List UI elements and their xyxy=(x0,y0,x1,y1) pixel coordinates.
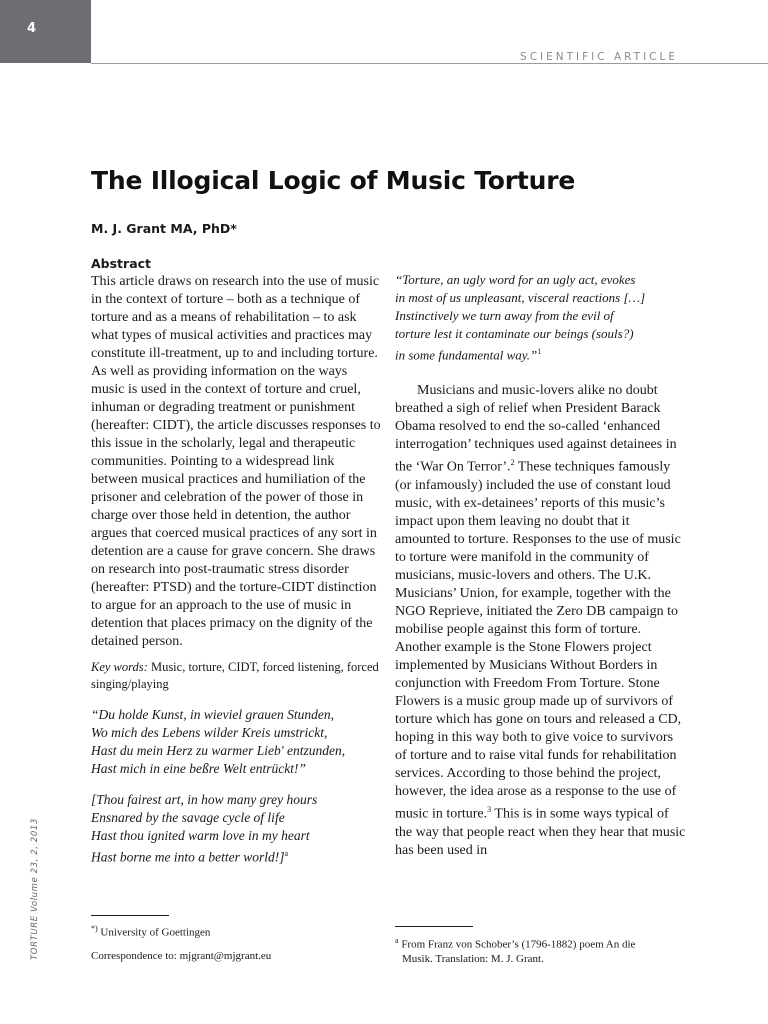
author-line: M. J. Grant MA, PhD* xyxy=(91,221,237,236)
affiliation-mark: *) xyxy=(91,924,98,933)
poem-english xyxy=(91,791,381,867)
poem-source-footnote xyxy=(395,934,695,966)
body-paragraph xyxy=(395,382,687,859)
right-column xyxy=(395,271,687,860)
footnote-text-line1: From Franz von Schober’s (1796-1882) poem An die xyxy=(401,938,636,951)
footnote-rule-right xyxy=(395,926,473,927)
poem-english-last-text: Hast borne me into a better world!] xyxy=(91,849,285,865)
footnote-text-line2: Musik. Translation: M. J. Grant. xyxy=(402,952,544,965)
abstract-heading: Abstract xyxy=(91,256,152,271)
correspondence-footnote: Correspondence to: mjgrant@mjgrant.eu xyxy=(91,950,272,962)
epigraph-quote xyxy=(395,271,687,364)
poem-german-line: Hast mich in eine beßre Welt entrückt!” xyxy=(91,761,306,776)
body-text-part3: This is in some ways typical of the way that people react when they hear that music has been used in xyxy=(395,806,686,858)
poem-german-line: Hast du mein Herz zu warmer Lieb' entzunden, xyxy=(91,743,346,758)
poem-english-line: Ensnared by the savage cycle of life xyxy=(91,810,285,825)
epigraph-line: “Torture, an ugly word for an ugly act, evokes xyxy=(395,272,636,287)
epigraph-line: torture lest it contaminate our beings (souls?) xyxy=(395,326,634,341)
footnote-ref-1: 1 xyxy=(537,347,542,356)
poem-english-line xyxy=(91,845,381,867)
journal-side-label: TORTURE Volume 23, 2, 2013 xyxy=(30,818,40,960)
body-text-part2: These techniques famously (or infamously) included the use of constant loud music, with ex-detainees’ reports of this music’s impact upon them leaving no doubt that it amounted to torture. Responses to the use of music to torture were manifold in the community of musicians, music-lovers and others. The U.K. Musicians’ Union, for example, together with the NGO Reprieve, initiated the Zero DB campaign to mobilise people against this form of torture. Another example is the Stone Flowers project implemented by Musicians Without Borders in conjunction with Freedom From Torture. Stone Flowers is a music group made up of survivors of torture which has gone on tours and released a CD, hoping in this way both to give voice to survivors of torture and to raise vital funds for rehabilitation services. According to those behind the project, however, the idea arose as a response to the use of music in torture. xyxy=(395,459,682,822)
footnote-ref-a: a xyxy=(284,849,289,858)
keywords xyxy=(91,659,381,693)
header-rule xyxy=(91,63,768,64)
affiliation-footnote xyxy=(91,922,210,940)
footnote-rule-left xyxy=(91,915,169,916)
page-number-box xyxy=(0,0,91,63)
poem-german xyxy=(91,706,381,778)
poem-german-line: Wo mich des Lebens wilder Kreis umstrickt, xyxy=(91,725,328,740)
footnote-ref-2: 2 xyxy=(510,458,515,468)
keywords-label: Key words: xyxy=(91,660,148,674)
poem-german-line: “Du holde Kunst, in wieviel grauen Stunden, xyxy=(91,707,334,722)
article-title: The Illogical Logic of Music Torture xyxy=(91,166,576,195)
footnote-ref-3: 3 xyxy=(487,804,492,814)
abstract-text: This article draws on research into the use of music in the context of torture – both as a technique of torture and as a means of rehabilitation – to ask what types of musical activities and practices may constitute ill-treatment, up to and including torture. As well as providing information on the ways music is used in the context of torture and cruel, inhuman or degrading treatment or punishment (hereafter: CIDT), the article discusses responses to this issue in the scholarly, legal and therapeutic communities. Pointing to a widespread link between musical practices and humiliation of the prisoner and celebration of the power of those in charge over those held in detention, the author argues that coerced musical practices of any sort in detention are a cause for grave concern. She draws on research into post-traumatic stress disorder (hereafter: PTSD) and the torture-CIDT distinction to argue for an approach to the use of music in detention that places primacy on the dignity of the detained person. xyxy=(91,274,381,649)
body-text-part1: Musicians and music-lovers alike no doubt breathed a sigh of relief when President Barack Obama resolved to end the so-called ‘enhanced interrogation’ techniques used against detainees in the ‘War On Terror’. xyxy=(395,383,677,475)
footnote-mark-a: a xyxy=(395,936,399,945)
poem-english-line: [Thou fairest art, in how many grey hours xyxy=(91,792,318,807)
page-number: 4 xyxy=(27,21,37,36)
epigraph-line: Instinctively we turn away from the evil of xyxy=(395,308,614,323)
section-label: SCIENTIFIC ARTICLE xyxy=(520,51,678,63)
epigraph-line xyxy=(395,343,687,364)
keywords-text: Music, torture, CIDT, forced listening, forced singing/playing xyxy=(91,660,379,691)
affiliation-text: University of Goettingen xyxy=(100,926,211,939)
epigraph-line: in most of us unpleasant, visceral reactions […] xyxy=(395,290,646,305)
left-column xyxy=(91,255,381,867)
epigraph-last-text: in some fundamental way.” xyxy=(395,347,538,363)
poem-english-line: Hast thou ignited warm love in my heart xyxy=(91,828,310,843)
